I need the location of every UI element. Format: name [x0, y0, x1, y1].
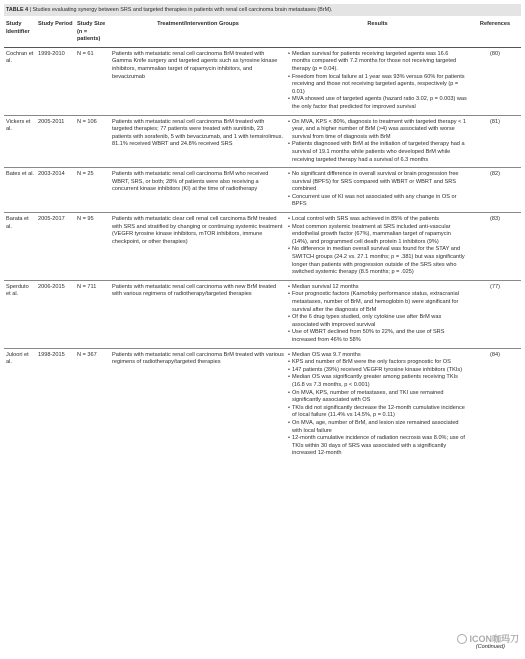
- header-study: Study Identifier: [4, 20, 36, 47]
- header-treatment: Treatment/Intervention Groups: [110, 20, 286, 47]
- cell-size: N = 25: [75, 168, 110, 213]
- result-item: • Patients diagnosed with BrM at the initiation of targeted therapy had a survival of 19.1 months while patients who developed BrM while receiving targeted therapy had a survival of 6.3 months: [288, 141, 467, 164]
- cell-study: Barata et al.: [4, 213, 36, 281]
- result-item: • On MVA, KPS, number of metastases, and TKI use remained significantly associated with OS: [288, 390, 467, 405]
- result-item: • Of the 6 drug types studied, only cytokine use after BrM was associated with improved survival: [288, 314, 467, 329]
- cell-results: [286, 213, 469, 281]
- cell-reference: (80): [469, 47, 521, 115]
- table-caption-text: | Studies evaluating synergy between SRS and targeted therapies in patients with renal cell carcinoma brain metastases (BrM).: [29, 7, 333, 13]
- cell-results: [286, 47, 469, 115]
- result-item: • Local control with SRS was achieved in 85% of the patients: [288, 216, 467, 224]
- continued-label: (Continued): [475, 644, 505, 650]
- cell-reference: (84): [490, 351, 500, 358]
- result-item: • Use of WBRT declined from 50% to 22%, and the use of SRS increased from 46% to 58%: [288, 329, 467, 344]
- result-item: • On MVA, KPS < 80%, diagnosis to treatment with targeted therapy < 1 year, and a higher number of BrM (>4) was associated with worse survival from time of diagnosis with BrM: [288, 119, 467, 142]
- cell-period: 2005-2011: [36, 115, 75, 168]
- header-period: Study Period: [36, 20, 75, 47]
- cell-size: N = 711: [75, 280, 110, 348]
- result-item: • 147 patients (39%) received VEGFR tyrosine kinase inhibitors (TKIs): [288, 367, 467, 375]
- cell-reference: (77): [469, 280, 521, 348]
- result-item: • No significant difference in overall survival or brain progression free survival (BPFS) for SRS compared with WBRT or WBRT and SRS combined: [288, 171, 467, 194]
- cell-treatment: Patients with metastatic clear cell renal cell carcinoma BrM treated with SRS and stratified by changing or continuing systemic treatment (VEGFR tyrosine kinase inhibitors, mTOR inhibitors, immune checkpoint, or other therapies): [110, 213, 286, 281]
- header-references: References: [469, 20, 521, 47]
- cell-study: Bates et al.: [4, 168, 36, 213]
- watermark-text: ICON咖玛刀: [469, 634, 519, 644]
- result-item: • Median survival 12 months: [288, 284, 467, 292]
- cell-reference: (82): [469, 168, 521, 213]
- cell-period: 1998-2015: [38, 351, 65, 358]
- result-item: • MVA showed use of targeted agents (hazard ratio 3.02, p = 0.003) was the only factor that predicted for improved survival: [288, 96, 467, 111]
- table-body: [4, 47, 521, 461]
- result-item: • 12-month cumulative incidence of radiation necrosis was 8.0%; use of TKIs within 30 days of SRS was associated with a significantly increased 12-month: [288, 435, 467, 458]
- table-row: [4, 348, 521, 461]
- result-item: • On MVA, age, number of BrM, and lesion size remained associated with local failure: [288, 420, 467, 435]
- studies-table: [4, 20, 521, 461]
- header-size: Study Size (n = patients): [75, 20, 110, 47]
- cell-treatment: Patients with metastatic renal cell carcinoma BrM treated with various regimens of radiotherapy/targeted therapies: [112, 351, 284, 366]
- result-item: • Median OS was significantly greater among patients receiving TKIs (16.8 vs 7.3 months, p < 0.001): [288, 374, 467, 389]
- result-item: • Most common systemic treatment at SRS included anti-vascular endothelial growth factor (67%), mammalian target of rapamycin (14%), and programmed cell death protein 1 inhibitors (9%): [288, 224, 467, 247]
- table-row: [4, 47, 521, 115]
- cell-results: [286, 280, 469, 348]
- watermark-logo-icon: [457, 634, 467, 644]
- result-item: • Concurrent use of KI was not associated with any change in OS or BPFS: [288, 194, 467, 209]
- table-row: [4, 115, 521, 168]
- cell-results: [286, 115, 469, 168]
- cell-period: 2005-2017: [36, 213, 75, 281]
- cell-reference: (81): [469, 115, 521, 168]
- result-item: • No difference in median overall survival was found for the STAY and SWITCH groups (24.2 vs. 27.1 months; p = .381) but was significantly longer than patients with progression outside of the SRS sites who switched systemic therapy (8.5 months; p = .025): [288, 246, 467, 276]
- cell-treatment: Patients with metastatic renal cell carcinoma with new BrM treated with various regimens of radiotherapy/targeted therapies: [110, 280, 286, 348]
- header-row: [4, 20, 521, 47]
- result-item: • KPS and number of BrM were the only factors prognostic for OS: [288, 359, 467, 367]
- cell-study: Vickers et al.: [4, 115, 36, 168]
- result-item: • Four prognostic factors (Karnofsky performance status, extracranial metastases, number of BrM, and hemoglobin b) were significant for survival after the diagnosis of BrM: [288, 291, 467, 314]
- cell-treatment: Patients with metastatic renal cell carcinoma BrM treated with targeted therapies; 77 patients were treated with sunitinib, 23 patients with sorafenib, 5 with bevacizumab, and 1 with temsirolimus. 81.1% received WBRT and 24.8% received SRS: [110, 115, 286, 168]
- cell-study: Juloori et al.: [6, 351, 29, 366]
- result-item: • Freedom from local failure at 1 year was 93% versus 60% for patients receiving and those not receiving targeted agents, respectively (p = 0.01): [288, 74, 467, 97]
- cell-results: [286, 348, 469, 461]
- table-label: TABLE 4: [6, 7, 29, 13]
- cell-size: N = 61: [75, 47, 110, 115]
- cell-size: N = 95: [75, 213, 110, 281]
- cell-period: 1999-2010: [36, 47, 75, 115]
- result-item: • TKIs did not significantly decrease the 12-month cumulative incidence of local failure (11.4% vs 14.5%, p = 0.11): [288, 405, 467, 420]
- cell-reference: (83): [469, 213, 521, 281]
- cell-size: N = 367: [77, 351, 97, 358]
- cell-size: N = 106: [75, 115, 110, 168]
- result-item: • Median survival for patients receiving targeted agents was 16.6 months compared with 7.2 months for those not receiving targeted therapy (p = 0.04).: [288, 51, 467, 74]
- cell-period: 2006-2015: [36, 280, 75, 348]
- cell-period: 2003-2014: [36, 168, 75, 213]
- table-row: [4, 168, 521, 213]
- table-caption: [4, 4, 521, 16]
- cell-treatment: Patients with metastatic renal cell carcinoma BrM treated with Gamma Knife surgery and targeted agents such as tyrosine kinase inhibitors, mammalian target of rapamycin inhibitors, and bevacizumab: [110, 47, 286, 115]
- cell-results: [286, 168, 469, 213]
- cell-study: Sperduto et al.: [4, 280, 36, 348]
- table-row: [4, 280, 521, 348]
- result-item: • Median OS was 9.7 months: [288, 352, 467, 360]
- table-row: [4, 213, 521, 281]
- cell-treatment: Patients with metastatic renal cell carcinoma BrM who received WBRT, SRS, or both; 28% of patients were also receiving a concurrent kinase inhibitors (KI) at the time of radiotherapy: [110, 168, 286, 213]
- header-results: Results: [286, 20, 469, 47]
- cell-study: Cochran et al.: [4, 47, 36, 115]
